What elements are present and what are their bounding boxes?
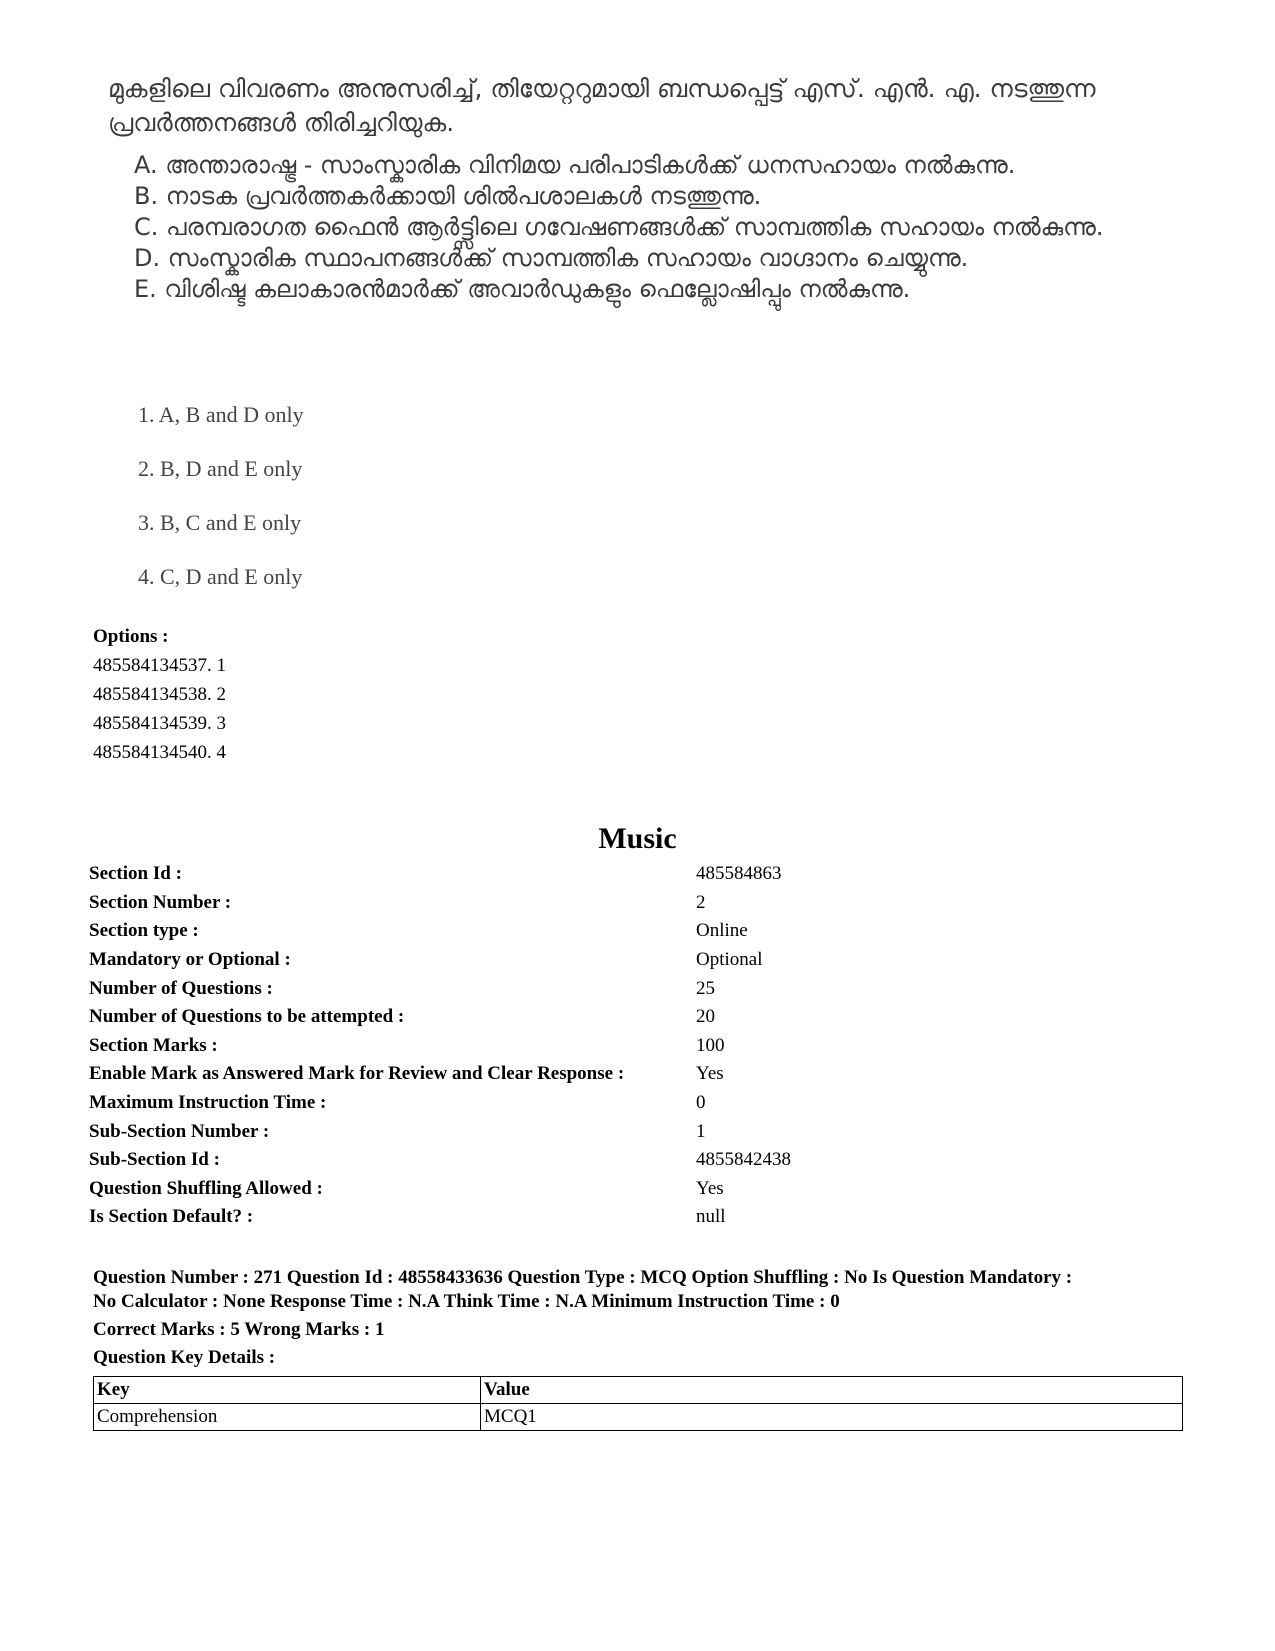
detail-row — [89, 1117, 1189, 1146]
table-header-cell: Value — [481, 1377, 1183, 1404]
detail-value: Optional — [696, 949, 763, 971]
detail-key: Number of Questions : — [89, 977, 273, 999]
answer-choice: 3. B, C and E only — [138, 510, 302, 535]
answer-choice: 1. A, B and D only — [138, 402, 304, 427]
detail-row — [89, 860, 1189, 889]
options-label: Options : — [93, 626, 169, 647]
detail-row — [89, 1089, 1189, 1118]
statement-a: A. അന്താരാഷ്ട്ര - സാംസ്കാരിക വിനിമയ പരിപാടികൾക്ക് ധനസഹായം നൽകുന്നു. — [134, 151, 1016, 179]
detail-row — [89, 1203, 1189, 1232]
detail-row — [89, 889, 1189, 918]
statement-e: E. വിശിഷ്ട കലാകാരൻമാർക്ക് അവാർഡുകളും ഫെല്ലോഷിപ്പും നൽകുന്നു. — [134, 275, 911, 303]
detail-row — [89, 917, 1189, 946]
option-item: 485584134540. 4 — [93, 742, 226, 763]
question-image — [108, 72, 1198, 589]
table-header-cell: Key — [94, 1377, 481, 1404]
option-item: 485584134537. 1 — [93, 655, 226, 676]
detail-key: Maximum Instruction Time : — [89, 1092, 327, 1114]
section-details — [89, 860, 1189, 1232]
detail-value: Yes — [696, 1177, 724, 1199]
section-title: Music — [598, 822, 677, 855]
detail-row — [89, 974, 1189, 1003]
detail-key: Sub-Section Id : — [89, 1149, 220, 1171]
detail-value: 1 — [696, 1120, 706, 1142]
detail-row — [89, 1003, 1189, 1032]
question-stem: മുകളിലെ വിവരണം അനുസരിച്ച്, തിയേറ്ററുമായി ബന്ധപ്പെട്ട് എസ്. എൻ. എ. നടത്തുന്ന പ്രവർത്തനങ്ങൾ തിരിച്ചറിയുക. — [108, 74, 1096, 137]
detail-value: 20 — [696, 1006, 715, 1028]
detail-key: Mandatory or Optional : — [89, 949, 291, 971]
detail-key: Enable Mark as Answered Mark for Review and Clear Response : — [89, 1063, 625, 1085]
detail-value: Online — [696, 920, 748, 942]
detail-key: Section Id : — [89, 863, 182, 885]
answer-choice: 4. C, D and E only — [138, 564, 303, 589]
marks-line: Correct Marks : 5 Wrong Marks : 1 — [93, 1319, 385, 1340]
detail-key: Sub-Section Number : — [89, 1120, 270, 1142]
options-list — [93, 622, 226, 767]
detail-value: Yes — [696, 1063, 724, 1085]
detail-row — [89, 1146, 1189, 1175]
detail-value: null — [696, 1206, 726, 1228]
table-row — [94, 1404, 1183, 1431]
key-details-table — [93, 1376, 1183, 1431]
answer-choice: 2. B, D and E only — [138, 456, 303, 481]
key-details-label: Question Key Details : — [93, 1347, 276, 1368]
question-info-line: No Calculator : None Response Time : N.A Think Time : N.A Minimum Instruction Time : 0 — [93, 1291, 840, 1312]
detail-value: 0 — [696, 1092, 706, 1114]
detail-row — [89, 1175, 1189, 1204]
statement-c: C. പരമ്പരാഗത ഫൈൻ ആർട്ട്സിലെ ഗവേഷണങ്ങൾക്ക് സാമ്പത്തിക സഹായം നൽകുന്നു. — [134, 213, 1104, 241]
table-cell: Comprehension — [94, 1404, 481, 1431]
detail-value: 25 — [696, 977, 715, 999]
detail-value: 2 — [696, 891, 706, 913]
detail-key: Section Number : — [89, 891, 232, 913]
detail-key: Section Marks : — [89, 1034, 218, 1056]
detail-key: Is Section Default? : — [89, 1206, 254, 1228]
option-item: 485584134538. 2 — [93, 684, 226, 705]
table-cell: MCQ1 — [481, 1404, 1183, 1431]
table-header-row — [94, 1377, 1183, 1404]
detail-key: Number of Questions to be attempted : — [89, 1006, 405, 1028]
statement-d: D. സംസ്കാരിക സ്ഥാപനങ്ങൾക്ക് സാമ്പത്തിക സഹായം വാഗ്ദാനം ചെയ്യുന്നു. — [134, 244, 969, 272]
detail-row — [89, 946, 1189, 975]
question-info-line: Question Number : 271 Question Id : 48558433636 Question Type : MCQ Option Shuffling : No Is Question Mandatory : — [93, 1267, 1073, 1288]
detail-row — [89, 1032, 1189, 1061]
question-info — [93, 1266, 1203, 1370]
statement-b: B. നാടക പ്രവർത്തകർക്കായി ശിൽപശാലകൾ നടത്തുന്നു. — [134, 182, 762, 210]
detail-value: 100 — [696, 1034, 725, 1056]
detail-key: Section type : — [89, 920, 199, 942]
answer-choices — [138, 402, 304, 618]
detail-key: Question Shuffling Allowed : — [89, 1177, 323, 1199]
detail-value: 485584863 — [696, 863, 782, 885]
detail-value: 4855842438 — [696, 1149, 791, 1171]
option-item: 485584134539. 3 — [93, 713, 226, 734]
detail-row — [89, 1060, 1189, 1089]
